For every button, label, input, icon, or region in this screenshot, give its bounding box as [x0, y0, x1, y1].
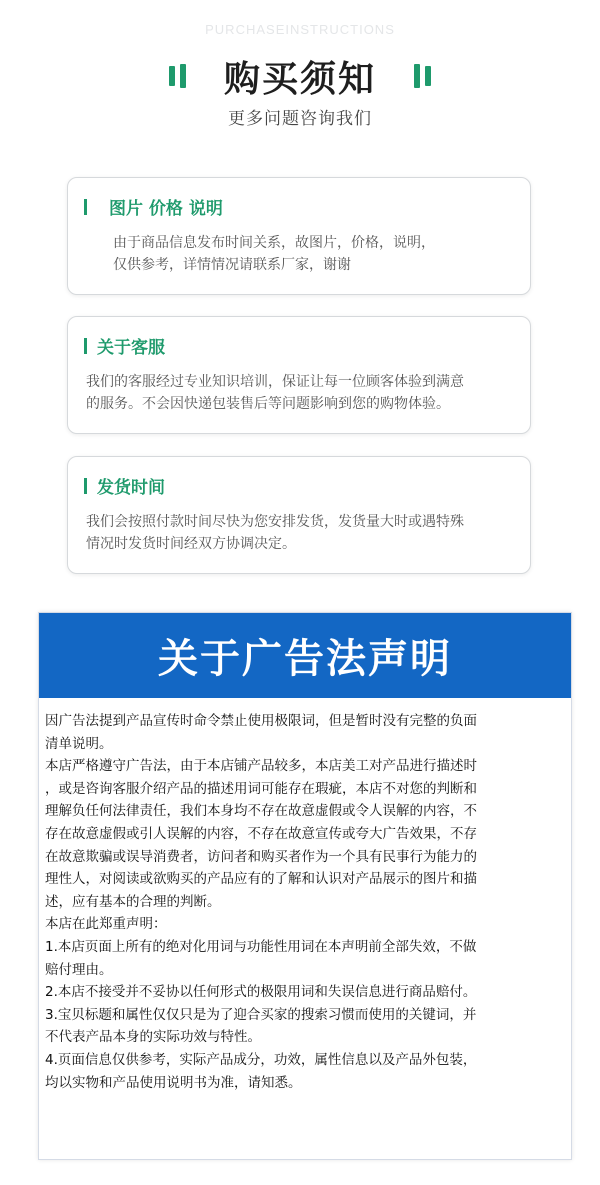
card-line: 情况时发货时间经双方协调决定。: [86, 536, 296, 552]
page-title: 购买须知: [223, 58, 376, 100]
title-row: [0, 50, 600, 102]
green-bar-icon: [84, 338, 87, 354]
declaration-line: 赔付理由。: [45, 961, 113, 978]
card-body: [86, 511, 516, 555]
right-bars-icon: [414, 64, 431, 88]
card-header: [84, 194, 223, 219]
declaration-line: 2.本店不接受并不妥协以任何形式的极限用词和失误信息进行商品赔付。: [45, 984, 477, 1001]
declaration-line: 存在故意虚假或引人误解的内容，不存在故意宣传或夸大广告效果，不存: [45, 825, 477, 842]
declaration-line: 理解负任何法律责任，我们本身均不存在故意虚假或令人误解的内容，不: [45, 803, 477, 820]
card-image-price-info: [67, 177, 531, 295]
declaration-line: 均以实物和产品使用说明书为准，请知悉。: [45, 1074, 302, 1091]
declaration-line: 在故意欺骗或误导消费者，访问者和购买者作为一个具有民事行为能力的: [45, 848, 477, 865]
declaration-line: 3.宝贝标题和属性仅仅只是为了迎合买家的搜索习惯而使用的关键词，并: [45, 1006, 477, 1023]
declaration-line: 本店在此郑重声明：: [45, 916, 167, 933]
declaration-line: ，或是咨询客服介绍产品的描述用词可能存在瑕疵，本店不对您的判断和: [45, 780, 477, 797]
declaration-line: 述，应有基本的合理的判断。: [45, 893, 221, 910]
card-shipping-time: [67, 456, 531, 574]
card-title: 图片 价格 说明: [109, 199, 223, 219]
card-header: [84, 473, 165, 498]
card-customer-service: [67, 316, 531, 434]
card-title: 关于客服: [97, 338, 165, 358]
green-bar-icon: [84, 478, 87, 494]
page-subtitle: 更多问题咨询我们: [228, 109, 372, 129]
eyebrow-text: PURCHASEINSTRUCTIONS: [205, 22, 395, 37]
declaration-line: 4.页面信息仅供参考，实际产品成分，功效，属性信息以及产品外包装，: [45, 1051, 477, 1068]
declaration-frame: [38, 612, 572, 1160]
declaration-banner: [39, 613, 571, 698]
declaration-line: 清单说明。: [45, 735, 113, 752]
card-header: [84, 333, 165, 358]
declaration-text: [45, 710, 567, 1094]
left-bars-icon: [169, 64, 186, 88]
card-body: [86, 371, 516, 415]
ad-law-declaration-section: [0, 600, 600, 1185]
card-line: 我们的客服经过专业知识培训，保证让每一位顾客体验到满意: [86, 374, 464, 390]
card-line: 由于商品信息发布时间关系，故图片，价格，说明，: [113, 235, 435, 251]
declaration-line: 1.本店页面上所有的绝对化用词与功能性用词在本声明前全部失效，不做: [45, 938, 477, 955]
green-bar-icon: [84, 199, 87, 215]
card-body: [113, 232, 523, 276]
declaration-line: 本店严格遵守广告法，由于本店铺产品较多，本店美工对产品进行描述时: [45, 758, 477, 775]
card-line: 的服务。不会因快递包装售后等问题影响到您的购物体验。: [86, 396, 450, 412]
card-title: 发货时间: [97, 478, 165, 498]
card-line: 我们会按照付款时间尽快为您安排发货，发货量大时或遇特殊: [86, 514, 464, 530]
declaration-line: 理性人，对阅读或欲购买的产品应有的了解和认识对产品展示的图片和描: [45, 871, 477, 888]
declaration-line: 因广告法提到产品宣传时命令禁止使用极限词，但是暂时没有完整的负面: [45, 713, 477, 729]
declaration-title: 关于广告法声明: [158, 636, 452, 682]
card-line: 仅供参考，详情情况请联系厂家，谢谢: [113, 257, 351, 273]
declaration-line: 不代表产品本身的实际功效与特性。: [45, 1029, 261, 1046]
